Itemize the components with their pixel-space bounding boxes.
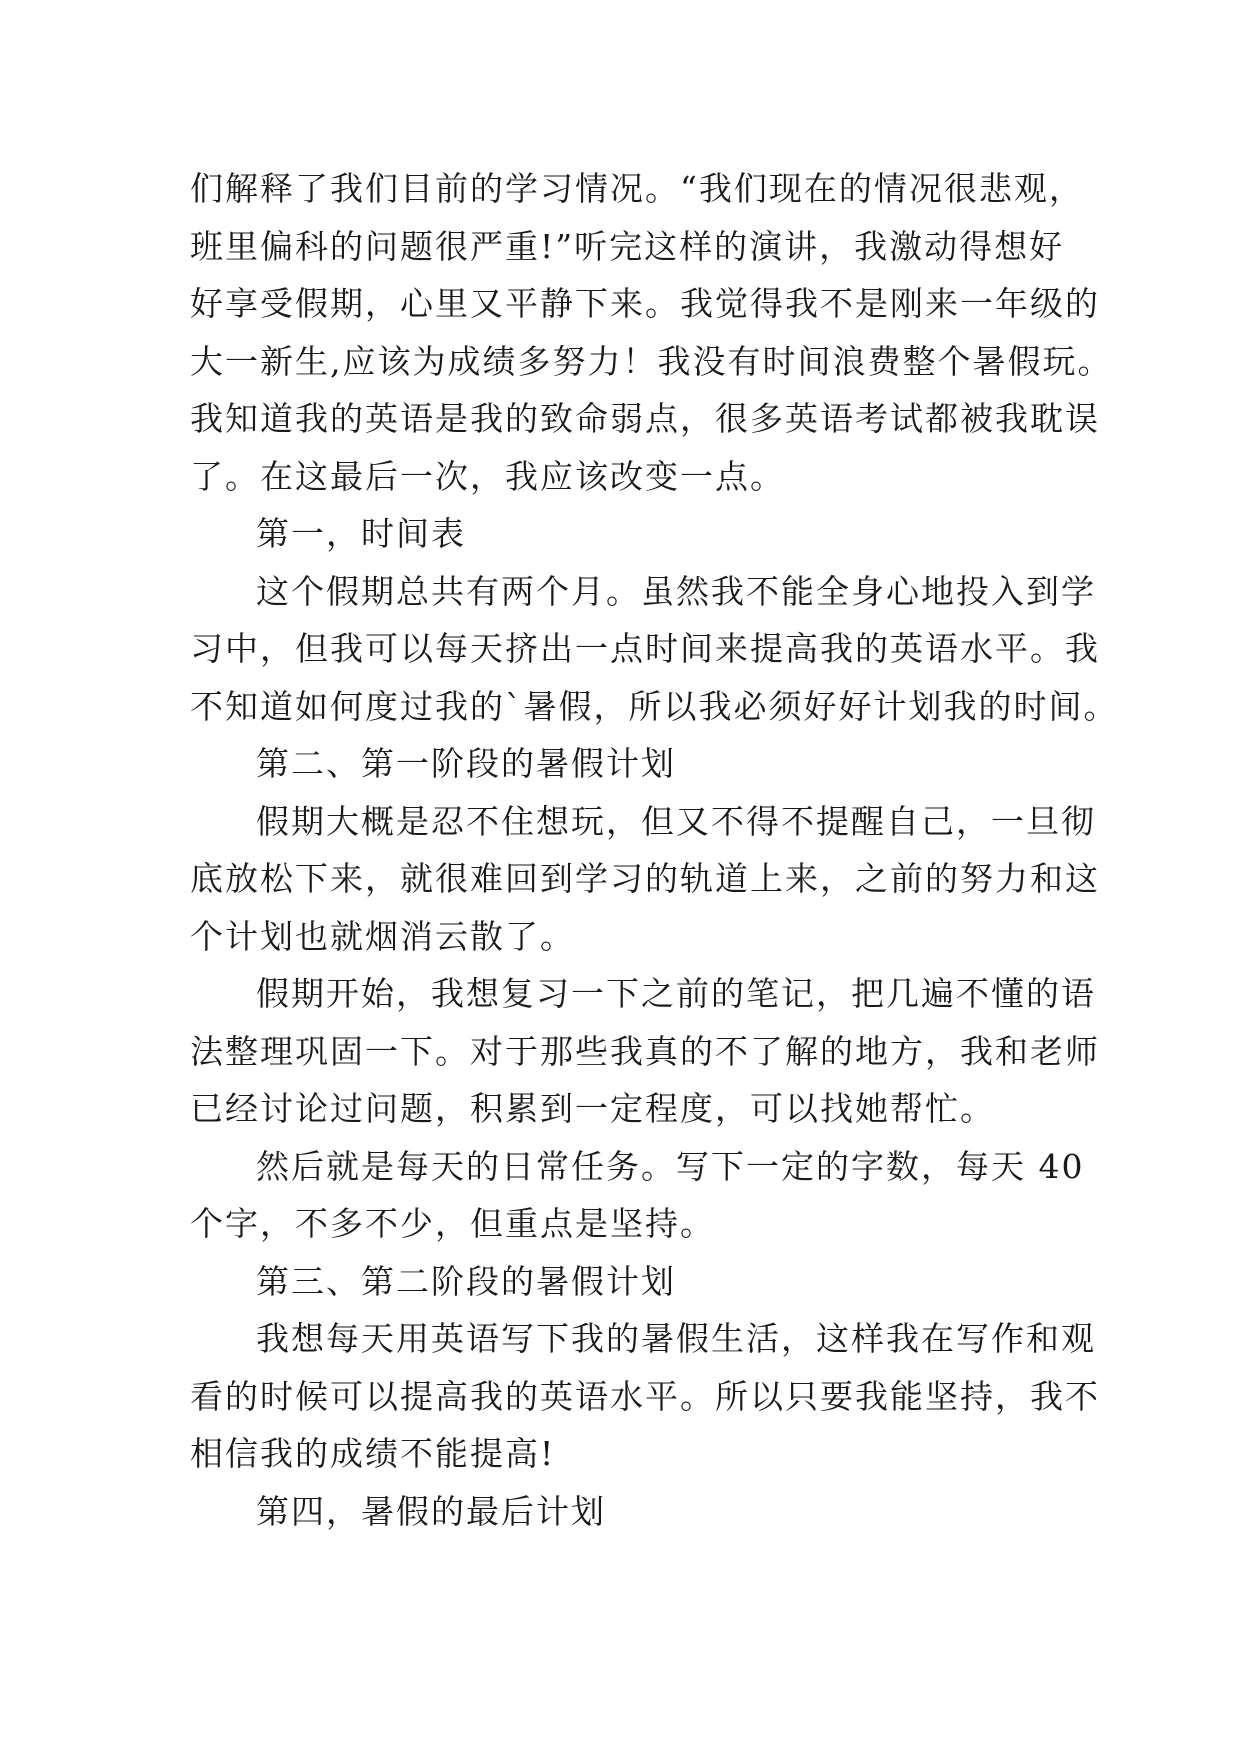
text-line: 底放松下来，就很难回到学习的轨道上来，之前的努力和这	[190, 859, 1100, 898]
text-line: 个计划也就烟消云散了。	[190, 916, 575, 956]
text-line: 我想每天用英语写下我的暑假生活，这样我在写作和观	[256, 1319, 1096, 1358]
text-line: 们解释了我们目前的学习情况。“我们现在的情况很悲观，	[190, 169, 1084, 208]
text-line: 相信我的成绩不能提高!	[190, 1434, 556, 1473]
text-line: 大一新生,应该为成绩多努力！我没有时间浪费整个暑假玩。	[190, 341, 1113, 381]
text-line: 班里偏科的问题很严重!”听完这样的演讲，我激动得想好	[190, 226, 1065, 266]
text-line: 看的时候可以提高我的英语水平。所以只要我能坚持，我不	[190, 1376, 1100, 1416]
document-body	[190, 160, 1119, 1540]
text-line: 这个假期总共有两个月。虽然我不能全身心地投入到学	[256, 571, 1096, 611]
section-heading: 第四，暑假的最后计划	[256, 1491, 606, 1531]
text-line: 然后就是每天的日常任务。写下一定的字数，每天 40	[256, 1146, 1085, 1186]
text-line: 了。在这最后一次，我应该改变一点。	[190, 456, 785, 496]
text-line: 假期开始，我想复习一下之前的笔记，把几遍不懂的语	[256, 974, 1096, 1013]
text-line: 好享受假期，心里又平静下来。我觉得我不是刚来一年级的	[190, 284, 1100, 323]
text-line: 不知道如何度过我的`暑假，所以我必须好好计划我的时间。	[190, 686, 1119, 726]
text-line: 个字，不多不少，但重点是坚持。	[190, 1204, 715, 1243]
section-heading: 第二、第一阶段的暑假计划	[256, 744, 676, 783]
text-line: 法整理巩固一下。对于那些我真的不了解的地方，我和老师	[190, 1031, 1100, 1071]
text-line: 假期大概是忍不住想玩，但又不得不提醒自己，一旦彻	[256, 801, 1096, 841]
text-line: 我知道我的英语是我的致命弱点，很多英语考试都被我耽误	[190, 399, 1100, 438]
text-line: 习中，但我可以每天挤出一点时间来提高我的英语水平。我	[190, 629, 1100, 668]
section-heading: 第三、第二阶段的暑假计划	[256, 1261, 676, 1301]
section-heading: 第一，时间表	[256, 514, 466, 553]
text-line: 已经讨论过问题，积累到一定程度，可以找她帮忙。	[190, 1089, 995, 1128]
